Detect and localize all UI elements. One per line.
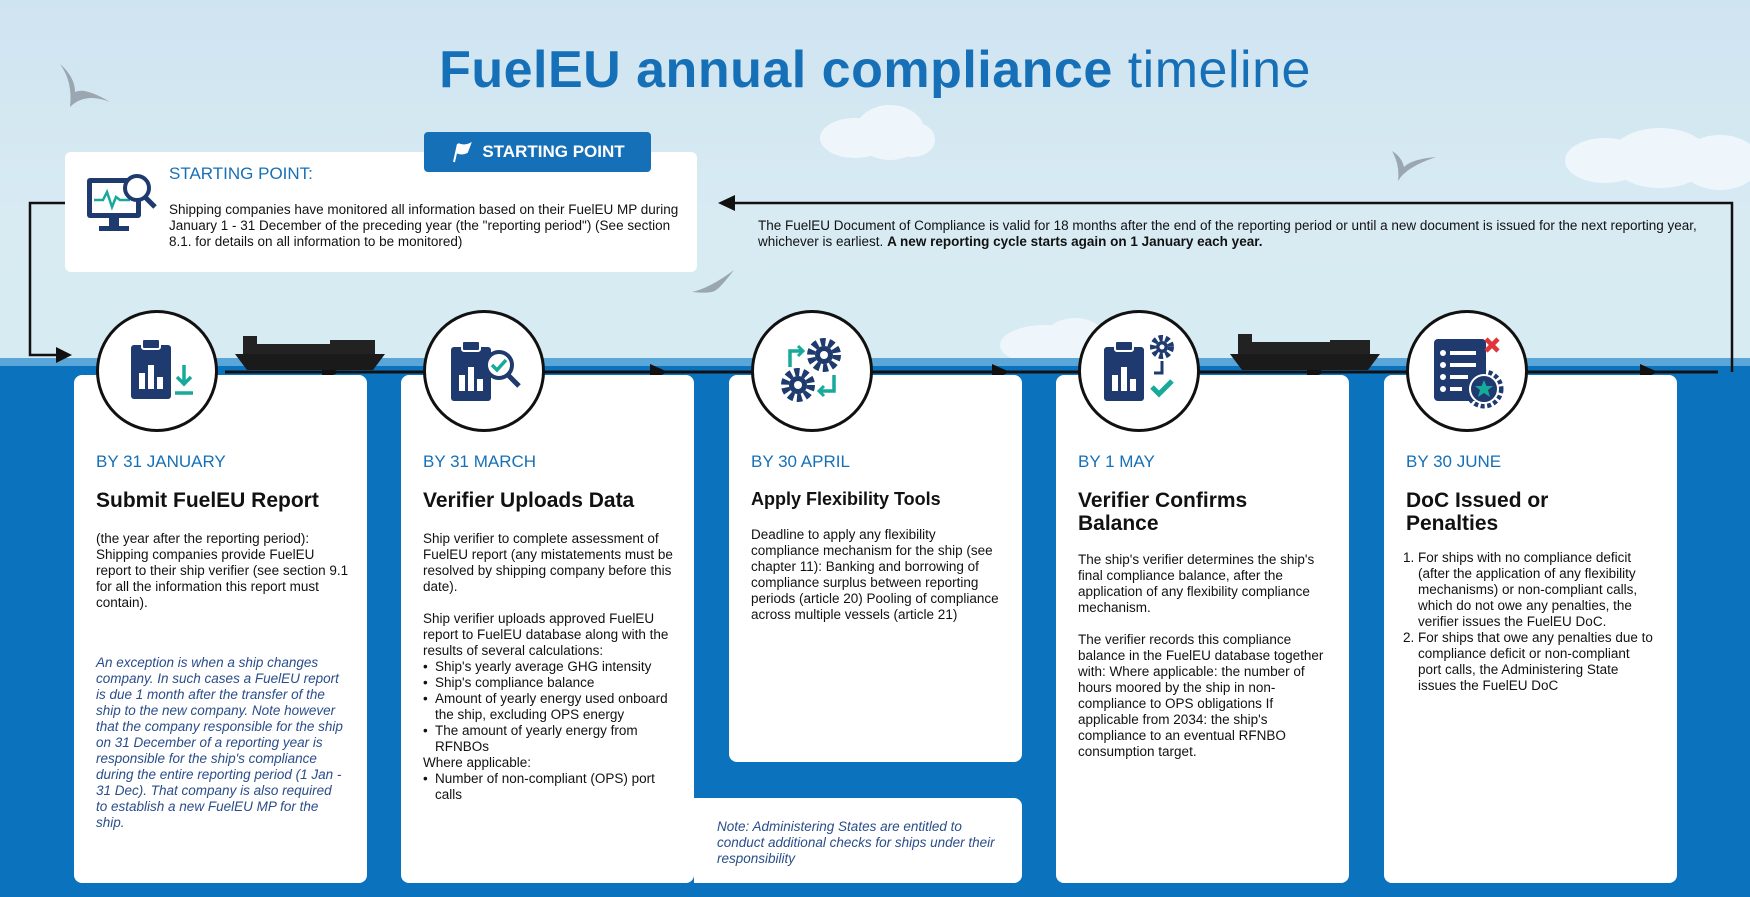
step-2-where-label: Where applicable: xyxy=(423,755,532,770)
clipboard-download-icon xyxy=(117,331,197,411)
step-5-outcomes-list xyxy=(1406,550,1656,694)
step-1-note: An exception is when a ship changes company. In such cases a FuelEU report is due 1 month after the transfer of the ship to the new company. Note however that the company responsible for the ship on 31 December of a reporting year is responsible for the ship's compliance during the entire reporting period (1 Jan - 31 Dec). That company is also required to establish a new FuelEU MP for the ship. xyxy=(96,655,343,830)
clipboard-check-search-icon xyxy=(441,331,527,411)
step-icon-5 xyxy=(1406,310,1528,432)
cycle-bold: A new reporting cycle starts again on 1 January each year. xyxy=(887,234,1263,249)
step-3-heading: Apply Flexibility Tools xyxy=(751,489,941,509)
step-4-body xyxy=(1078,552,1328,776)
step-3-date: BY 30 APRIL xyxy=(751,452,850,471)
list-item: 2. For ships that owe any penalties due to compliance deficit or non-compliant port calls, the Administering State issues the FuelEU DoC xyxy=(1418,630,1656,694)
step-1-date: BY 31 JANUARY xyxy=(96,452,226,471)
title-light: timeline xyxy=(1127,41,1311,99)
list-item: • Ship's compliance balance xyxy=(435,675,673,691)
step-5-body xyxy=(1406,550,1656,694)
step-2-body xyxy=(423,531,673,803)
step-2-paragraph-2: Ship verifier uploads approved FuelEU report to FuelEU database along with the results of several calculations: xyxy=(423,611,669,658)
step-2-where-list xyxy=(423,771,673,803)
list-item: • Ship's yearly average GHG intensity xyxy=(435,659,673,675)
list-item: • Amount of yearly energy used onboard the ship, excluding OPS energy xyxy=(435,691,673,723)
monitor-search-icon xyxy=(85,170,157,241)
step-4-date: BY 1 MAY xyxy=(1078,452,1155,471)
step-2-calculations-list xyxy=(423,659,673,755)
step-2-date: BY 31 MARCH xyxy=(423,452,537,471)
document-badge-icon xyxy=(1424,331,1510,411)
step-icon-4 xyxy=(1078,310,1200,432)
clipboard-gear-check-icon xyxy=(1096,331,1182,411)
step-2-paragraph-1: Ship verifier to complete assessment of FuelEU report (any mistatements must be resolved by shipping company before this date). xyxy=(423,531,673,594)
list-item: • Number of non-compliant (OPS) port calls xyxy=(435,771,673,803)
step-5-date: BY 30 JUNE xyxy=(1406,452,1502,471)
step-4-heading: Verifier Confirms Balance xyxy=(1078,489,1248,535)
step-icon-2 xyxy=(423,310,545,432)
step-5-heading: DoC Issued or Penalties xyxy=(1406,489,1549,535)
list-item: 1. For ships with no compliance deficit (after the application of any flexibility mechanisms) or non-compliant calls, which do not owe any penalties, the verifier issues the FuelEU DoC. xyxy=(1418,550,1656,630)
starting-point-text: Shipping companies have monitored all information based on their FuelEU MP during January 1 - 31 December of the preceding year (the "reporting period") (See section 8.1. for details on all information to be monitored) xyxy=(169,202,679,249)
step-1-body: (the year after the reporting period): Shipping companies provide FuelEU report to their ship verifier (see section 9.1 for all the information this report must contain). xyxy=(96,531,349,610)
badge-label: STARTING POINT xyxy=(482,142,625,161)
list-item: • The amount of yearly energy from RFNBOs xyxy=(435,723,673,755)
starting-point-heading: STARTING POINT: xyxy=(169,164,313,183)
step-3-note: Note: Administering States are entitled to conduct additional checks for ships under their responsibility xyxy=(717,819,995,866)
flag-icon xyxy=(450,141,472,163)
cycle-note xyxy=(758,218,1708,250)
cycle-text: The FuelEU Document of Compliance is valid for 18 months after the end of the reporting period or until a new document is issued for the next reporting year, whichever is earliest. xyxy=(758,218,1697,249)
starting-point-badge xyxy=(424,132,651,172)
ship-icon xyxy=(1230,330,1382,372)
step-1-heading: Submit FuelEU Report xyxy=(96,489,319,512)
gears-cycle-icon xyxy=(772,331,852,411)
step-4-paragraph-1: The ship's verifier determines the ship's final compliance balance, after the application of any flexibility compliance mechanism. xyxy=(1078,552,1315,615)
step-icon-3 xyxy=(751,310,873,432)
step-2-heading: Verifier Uploads Data xyxy=(423,489,635,512)
title-bold: FuelEU annual compliance xyxy=(439,41,1113,99)
step-icon-1 xyxy=(96,310,218,432)
ship-icon xyxy=(235,330,387,372)
step-4-paragraph-2: The verifier records this compliance balance in the FuelEU database together with: Where applicable: the number of hours moored by the ship in non-compliance to OPS obligations If applicable from 2034: the ship's compliance to an eventual RFNBO consumption target. xyxy=(1078,632,1324,759)
step-3-body: Deadline to apply any flexibility compliance mechanism for the ship (see chapter 11): Banking and borrowing of compliance surplus between reporting periods (article 20) Pooling of compliance across multiple vessels (article 21) xyxy=(751,527,999,622)
